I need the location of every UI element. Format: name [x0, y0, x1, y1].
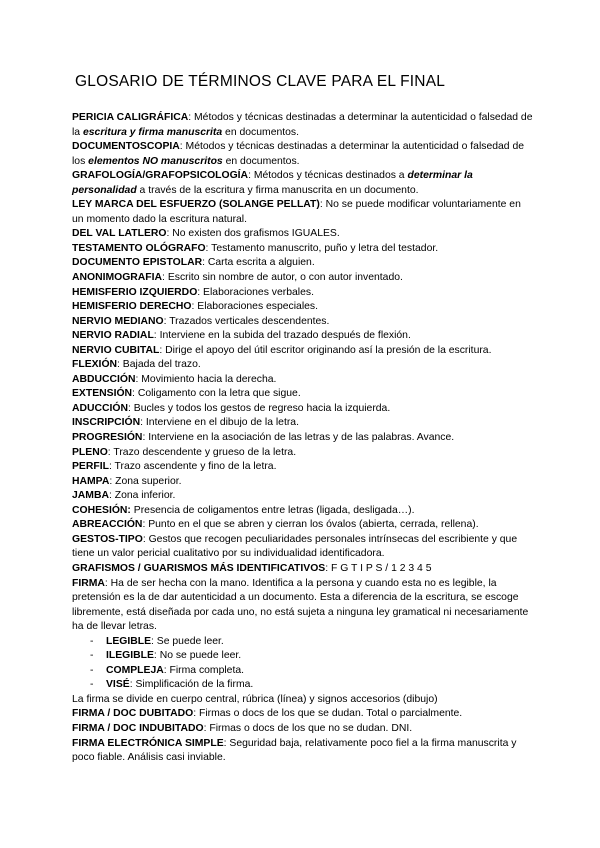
entry-term: ANONIMOGRAFIA [72, 272, 163, 284]
list-item-term: VISÉ [106, 679, 130, 691]
entry-definition: : Carta escrita a alguien. [202, 257, 315, 269]
glossary-entry [72, 140, 534, 169]
entry-term: GESTOS-TIPO [72, 533, 143, 545]
entry-term: FLEXIÓN [72, 359, 118, 371]
glossary-entry [72, 446, 534, 461]
entry-definition: : Bucles y todos los gestos de regreso hacia la izquierda. [128, 402, 391, 414]
entry-term: ADUCCIÓN [72, 402, 128, 414]
entry-definition: : Trazados verticales descendentes. [163, 315, 330, 327]
entry-definition: : Testamento manuscrito, puño y letra del testador. [205, 242, 439, 254]
entry-definition: : F G T I P S / 1 2 3 4 5 [325, 562, 432, 574]
glossary-entry [72, 533, 534, 562]
entry-definition: : No existen dos grafismos IGUALES. [166, 228, 340, 240]
glossary-entries [72, 111, 534, 635]
glossary-entry [72, 460, 534, 475]
entry-term: HEMISFERIO IZQUIERDO [72, 286, 198, 298]
entry-definition: : Interviene en la asociación de las letras y de las palabras. Avance. [142, 432, 455, 444]
glossary-entry [72, 286, 534, 301]
entry-definition: : Zona inferior. [108, 490, 176, 502]
entry-term: LEY MARCA DEL ESFUERZO (SOLANGE PELLAT) [72, 199, 320, 211]
entry-term: PERFIL [72, 461, 109, 473]
list-bullet: - [90, 664, 94, 676]
entry-definition: : Trazo ascendente y fino de la letra. [108, 461, 277, 473]
glossary-entry [72, 475, 534, 490]
entry-term: PROGRESIÓN [72, 432, 143, 444]
entry-emphasis: escritura y firma manuscrita [82, 126, 223, 138]
entry-definition: : Métodos y técnicas destinados a [248, 170, 408, 182]
entry-term: TESTAMENTO OLÓGRAFO [72, 242, 206, 254]
glossary-entry [72, 722, 534, 737]
entry-definition: : Interviene en la subida del trazado después de flexión. [153, 330, 411, 342]
list-bullet: - [90, 635, 94, 647]
list-item-definition: : Simplificación de la firma. [129, 679, 254, 691]
glossary-entry [72, 315, 534, 330]
entry-definition-end: en documentos. [222, 155, 300, 167]
entry-term: NERVIO MEDIANO [72, 315, 164, 327]
glossary-entry [72, 431, 534, 446]
glossary-entry [72, 518, 534, 533]
glossary-entry [72, 344, 534, 359]
glossary-entry [72, 271, 534, 286]
entry-definition: : Elaboraciones especiales. [191, 301, 319, 313]
list-item [72, 678, 534, 693]
list-item-definition: : Se puede leer. [151, 635, 224, 647]
glossary-entry [72, 256, 534, 271]
entry-definition: : Gestos que recogen peculiaridades personales intrínsecas del escribiente y que tiene un valor pericial cualitativo por su individualidad identificadora. [72, 533, 518, 560]
entry-term: HAMPA [72, 475, 110, 487]
list-item-definition: : Firma completa. [163, 664, 244, 676]
glossary-entry [72, 373, 534, 388]
entry-definition: : Ha de ser hecha con la mano. Identifica a la persona y cuando esta no es legible, la pretensión es la de dar autenticidad a un documento. Esta a diferencia de la escritura, se escoge libremente, está diseñada por cada uno, no está sujeta a ninguna ley gramatical ni necesariamente ha de llevar letras. [72, 577, 529, 633]
entry-definition-end: a través de la escritura y firma manuscrita en un documento. [136, 184, 419, 196]
list-bullet: - [90, 650, 94, 662]
glossary-entry [72, 387, 534, 402]
list-item-definition: : No se puede leer. [153, 650, 242, 662]
entry-term: GRAFOLOGÍA/GRAFOPSICOLOGÍA [72, 170, 249, 182]
entry-emphasis: elementos NO manuscritos [88, 155, 223, 167]
glossary-entry [72, 198, 534, 227]
entry-definition: : Bajada del trazo. [117, 359, 201, 371]
entry-definition-end: en documentos. [222, 126, 299, 138]
glossary-entry [72, 416, 534, 431]
list-item [72, 649, 534, 664]
entry-definition: : Punto en el que se abren y cierran los óvalos (abierta, cerrada, rellena). [142, 519, 479, 531]
entry-definition: : Interviene en el dibujo de la letra. [140, 417, 299, 429]
page-title: GLOSARIO DE TÉRMINOS CLAVE PARA EL FINAL [75, 73, 446, 90]
glossary-entry [72, 737, 534, 766]
entry-term: JAMBA [72, 490, 109, 502]
entry-term: DOCUMENTO EPISTOLAR [72, 257, 203, 269]
list-item [72, 635, 534, 650]
entry-term: NERVIO RADIAL [72, 330, 154, 342]
glossary-entry [72, 489, 534, 504]
entry-term: PERICIA CALIGRÁFICA [72, 112, 189, 123]
entry-emphasis: determinar la personalidad [72, 170, 473, 196]
entry-term: ABREACCIÓN [72, 519, 143, 531]
glossary-entry [72, 577, 534, 635]
entry-term: FIRMA / DOC DUBITADO [72, 708, 194, 720]
entry-definition: : Zona superior. [109, 475, 182, 487]
entry-definition: : Firmas o docs de los que no se dudan. DNI. [203, 722, 413, 734]
entry-definition: : Elaboraciones verbales. [197, 286, 314, 298]
entry-definition: : Trazo descendente y grueso de la letra. [107, 446, 297, 458]
entry-term: DOCUMENTOSCOPIA [72, 141, 180, 153]
signature-types-list [72, 635, 534, 693]
entry-term: FIRMA ELECTRÓNICA SIMPLE [72, 737, 224, 749]
list-item-term: ILEGIBLE [106, 650, 154, 662]
entry-definition: : No se puede modificar voluntariamente en un momento dado la escritura natural. [72, 199, 521, 225]
list-item-term: LEGIBLE [106, 635, 152, 647]
glossary-entry [72, 504, 534, 519]
list-item [72, 664, 534, 679]
entry-term: NERVIO CUBITAL [72, 344, 160, 356]
entry-definition: : Movimiento hacia la derecha. [135, 373, 277, 385]
entry-term: FIRMA / DOC INDUBITADO [72, 722, 204, 734]
entry-term: HEMISFERIO DERECHO [72, 301, 192, 313]
entry-definition: : Métodos y técnicas destinadas a determinar la autenticidad o falsedad de los [72, 141, 525, 167]
entry-term: INSCRIPCIÓN [72, 417, 141, 429]
entry-term: PLENO [72, 446, 108, 458]
entry-term: EXTENSIÓN [72, 388, 133, 400]
glossary-entry [72, 169, 534, 198]
entry-term: GRAFISMOS / GUARISMOS MÁS IDENTIFICATIVOS [72, 562, 326, 574]
signature-parts-note: La firma se divide en cuerpo central, rúbrica (línea) y signos accesorios (dibujo) [72, 693, 438, 705]
entry-definition: : Escrito sin nombre de autor, o con autor inventado. [162, 272, 403, 284]
glossary-entry [72, 329, 534, 344]
entry-term: ABDUCCIÓN [72, 373, 136, 385]
glossary-entry [72, 227, 534, 242]
entry-term: DEL VAL LATLERO [72, 228, 167, 240]
glossary-entry [72, 111, 534, 140]
glossary-entry [72, 242, 534, 257]
entry-definition: : Dirige el apoyo del útil escritor originando así la presión de la escritura. [159, 344, 492, 356]
entry-definition: : Métodos y técnicas destinadas a determinar la autenticidad o falsedad de la [72, 112, 533, 138]
glossary-entry [72, 358, 534, 373]
glossary-body [72, 111, 534, 766]
glossary-entry [72, 562, 534, 577]
list-bullet: - [90, 679, 94, 691]
entry-term: FIRMA [72, 577, 105, 589]
glossary-tail-entries [72, 707, 534, 765]
entry-definition: Presencia de coligamentos entre letras (ligada, desligada…). [130, 504, 415, 516]
glossary-entry [72, 707, 534, 722]
entry-term: COHESIÓN: [72, 504, 131, 516]
glossary-entry [72, 300, 534, 315]
glossary-entry [72, 402, 534, 417]
entry-definition: : Coligamento con la letra que sigue. [132, 388, 301, 400]
entry-definition: : Firmas o docs de los que se dudan. Total o parcialmente. [193, 708, 463, 720]
entry-definition: : Seguridad baja, relativamente poco fiel a la firma manuscrita y poco fiable. Análisis casi inviable. [72, 737, 517, 764]
list-item-term: COMPLEJA [106, 664, 164, 676]
